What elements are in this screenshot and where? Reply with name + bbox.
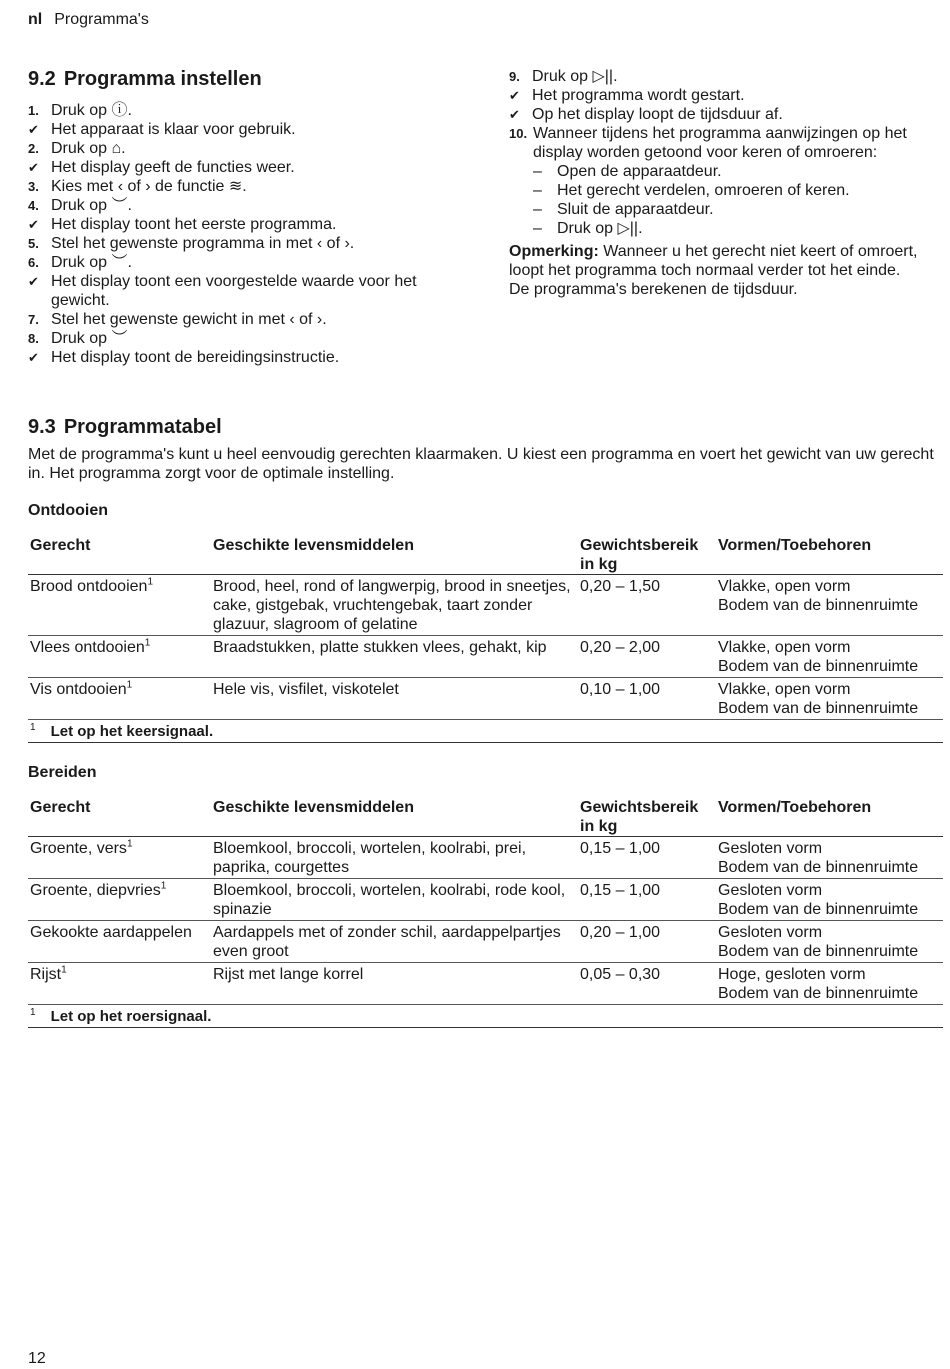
column-header: Gerecht [28,797,211,837]
table-row [28,678,943,720]
sub-step-item [509,181,941,200]
weight-cell: 0,20 – 1,50 [578,575,716,636]
accessory-line: Bodem van de binnenruimte [718,658,919,675]
column-header: Gerecht [28,535,211,575]
accessory-line: Bodem van de binnenruimte [718,859,919,876]
step-text: Op het display loopt de tijdsduur af. [532,106,783,123]
step-text: Stel het gewenste gewicht in met ‹ of ›. [51,311,327,328]
section-9-2-left-column [28,67,473,367]
step-list [509,67,941,162]
result-line [28,272,473,310]
result-line [28,120,473,139]
section-9-2-right-column [509,67,941,299]
footnote-marker: 1 [147,576,153,588]
sub-step-text: Open de apparaatdeur. [557,163,722,180]
dish-cell [28,575,211,636]
step-text: Het display toont het eerste programma. [51,216,337,233]
step-text: Wanneer tijdens het programma aanwijzingen op het display worden getoond voor keren of omroeren: [533,125,907,161]
note-text-2: De programma's berekenen de tijdsduur. [509,281,798,298]
step-text: Druk op ⓘ. [51,102,132,119]
program-table [28,535,943,743]
sub-step-list [509,162,941,238]
footnote-text: Let op het keersignaal. [50,723,214,740]
step-item [28,139,473,158]
dish-cell [28,921,211,963]
result-line [28,348,473,367]
accessory-line: Bodem van de binnenruimte [718,597,919,614]
step-item [28,101,473,120]
dish-name: Groente, diepvries [30,882,161,899]
dash-marker: – [533,201,542,218]
step-text: Druk op ▷||. [532,68,618,85]
weight-cell: 0,05 – 0,30 [578,963,716,1005]
weight-cell: 0,10 – 1,00 [578,678,716,720]
accessory-line: Vlakke, open vorm [718,681,851,698]
program-tables [28,501,940,1028]
accessory-line: Bodem van de binnenruimte [718,985,919,1002]
sub-step-item [509,200,941,219]
accessory-cell [716,879,943,921]
section-heading: 9.2 Programma instellen [28,68,262,90]
page-number: 12 [28,1350,46,1367]
step-item [28,196,473,215]
step-text: Druk op ⌂. [51,140,126,157]
column-header: Gewichtsbereik in kg [578,797,716,837]
accessory-cell [716,636,943,678]
accessory-cell [716,921,943,963]
step-number: 10. [509,126,528,141]
dish-name: Brood ontdooien [30,578,148,595]
weight-cell: 0,20 – 1,00 [578,921,716,963]
accessory-line: Gesloten vorm [718,882,823,899]
sub-step-text: Sluit de apparaatdeur. [557,201,714,218]
step-number: 5. [28,236,39,251]
step-number: 1. [28,103,39,118]
dash-marker: – [533,163,542,180]
step-text: Het apparaat is klaar voor gebruik. [51,121,296,138]
result-line [509,105,941,124]
weight-cell: 0,20 – 2,00 [578,636,716,678]
note-label: Opmerking: [509,243,599,260]
section-heading: 9.3 Programmatabel [28,416,222,438]
dash-marker: – [533,220,542,237]
note-text: Wanneer u het gerecht niet keert of omroert, loopt het programma toch normaal verder tot het einde. [509,243,918,279]
footnote-marker: 1 [61,964,67,976]
table-block [28,763,940,1028]
table-row [28,963,943,1005]
table-header-row [28,797,943,837]
intro-paragraph: Met de programma's kunt u heel eenvoudig gerechten klaarmaken. U kiest een programma en voert het gewicht van uw gerecht in. Het programma zorgt voor de optimale instelling. [28,446,934,482]
dash-marker: – [533,182,542,199]
accessory-line: Vlakke, open vorm [718,639,851,656]
result-line [509,86,941,105]
header-section: Programma's [54,11,149,28]
column-header: Geschikte levensmiddelen [211,535,578,575]
food-cell: Bloemkool, broccoli, wortelen, koolrabi, rode kool, spinazie [211,879,578,921]
sub-step-item [509,162,941,181]
step-item [28,253,473,272]
step-item [509,67,941,86]
step-text: Kies met ‹ of › de functie ≋. [51,178,247,195]
food-cell: Aardappels met of zonder schil, aardappelpartjes even groot [211,921,578,963]
step-number: 6. [28,255,39,270]
step-item [28,177,473,196]
footnote-row [28,1005,943,1028]
footnote-spacer [36,723,51,740]
result-line [28,215,473,234]
food-cell: Brood, heel, rond of langwerpig, brood in sneetjes, cake, gistgebak, vruchtengebak, taart zonder glazuur, slagroom of gelatine [211,575,578,636]
page-header [28,10,149,29]
step-text: Het display geeft de functies weer. [51,159,295,176]
table-row [28,921,943,963]
accessory-line: Vlakke, open vorm [718,578,851,595]
step-item [28,329,473,348]
footnote-text: Let op het roersignaal. [50,1008,212,1025]
footnote-marker: 1 [126,679,133,691]
check-icon: ✔ [28,160,39,175]
column-header: Vormen/Toebehoren [716,535,943,575]
step-number: 3. [28,179,39,194]
step-text: Het display toont een voorgestelde waarde voor het gewicht. [51,273,417,309]
step-text: Het display toont de bereidingsinstructie. [51,349,340,366]
accessory-line: Bodem van de binnenruimte [718,943,919,960]
footnote-marker: 1 [30,1007,36,1018]
food-cell: Hele vis, visfilet, viskotelet [211,678,578,720]
sub-step-text: Druk op ▷||. [557,220,643,237]
step-text: Druk op ︶. [51,197,132,214]
step-item [509,124,941,162]
footnote-row [28,720,943,743]
step-item [28,310,473,329]
step-number: 2. [28,141,39,156]
check-icon: ✔ [509,88,520,103]
table-subheading: Bereiden [28,764,97,781]
dish-name: Groente, vers [30,840,127,857]
food-cell: Bloemkool, broccoli, wortelen, koolrabi, prei, paprika, courgettes [211,837,578,879]
accessory-line: Gesloten vorm [718,924,823,941]
note-paragraph [509,242,941,280]
check-icon: ✔ [509,107,520,122]
table-header-row [28,535,943,575]
dish-cell [28,636,211,678]
program-table [28,797,943,1028]
dish-name: Gekookte aardappelen [30,924,192,941]
table-row [28,636,943,678]
column-header: Gewichtsbereik in kg [578,535,716,575]
language-code: nl [28,11,43,28]
table-block [28,501,940,743]
dish-cell [28,879,211,921]
accessory-line: Bodem van de binnenruimte [718,700,919,717]
check-icon: ✔ [28,217,39,232]
accessory-cell [716,837,943,879]
step-text: Stel het gewenste programma in met ‹ of ›. [51,235,355,252]
footnote-spacer [36,1008,51,1025]
dish-name: Vis ontdooien [30,681,127,698]
weight-cell: 0,15 – 1,00 [578,879,716,921]
step-number: 9. [509,69,520,84]
accessory-line: Bodem van de binnenruimte [718,901,919,918]
dish-cell [28,963,211,1005]
check-icon: ✔ [28,274,39,289]
step-text: Druk op ︶ [51,330,128,347]
step-number: 8. [28,331,39,346]
step-item [28,234,473,253]
step-text: Druk op ︶. [51,254,132,271]
footnote-marker: 1 [126,838,133,850]
check-icon: ✔ [28,350,39,365]
food-cell: Braadstukken, platte stukken vlees, gehakt, kip [211,636,578,678]
table-row [28,575,943,636]
accessory-line: Hoge, gesloten vorm [718,966,866,983]
result-line [28,158,473,177]
step-number: 7. [28,312,39,327]
sub-step-text: Het gerecht verdelen, omroeren of keren. [557,182,850,199]
footnote-cell [28,720,943,743]
step-list [28,101,473,367]
table-subheading: Ontdooien [28,502,108,519]
table-row [28,879,943,921]
footnote-marker: 1 [160,880,167,892]
check-icon: ✔ [28,122,39,137]
section-9-3 [28,415,940,1048]
food-cell: Rijst met lange korrel [211,963,578,1005]
dish-cell [28,837,211,879]
accessory-cell [716,963,943,1005]
dish-name: Rijst [30,966,62,983]
dish-cell [28,678,211,720]
footnote-marker: 1 [30,722,36,733]
footnote-cell [28,1005,943,1028]
sub-step-item [509,219,941,238]
weight-cell: 0,15 – 1,00 [578,837,716,879]
step-text: Het programma wordt gestart. [532,87,745,104]
dish-name: Vlees ontdooien [30,639,145,656]
column-header: Geschikte levensmiddelen [211,797,578,837]
table-row [28,837,943,879]
step-number: 4. [28,198,39,213]
accessory-line: Gesloten vorm [718,840,823,857]
footnote-marker: 1 [144,637,151,649]
accessory-cell [716,575,943,636]
column-header: Vormen/Toebehoren [716,797,943,837]
accessory-cell [716,678,943,720]
